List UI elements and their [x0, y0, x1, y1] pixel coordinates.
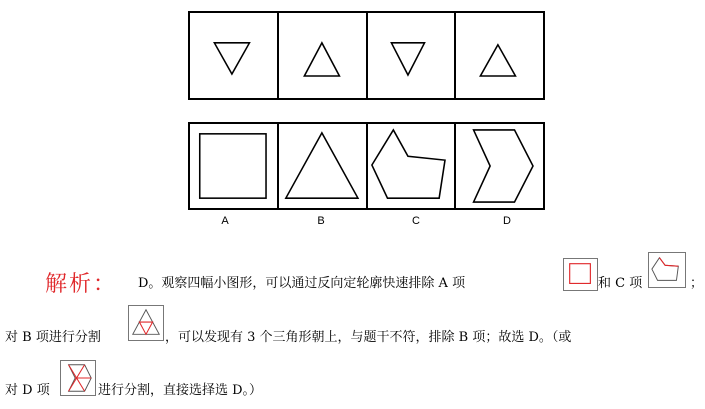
large-triangle-shape — [279, 124, 366, 208]
thumb-option-c-polygon — [648, 252, 686, 288]
analysis-line2-text-b: ，可以发现有 3 个三角形朝上，与题干不符，排除 B 项；故选 D。（或 — [165, 330, 572, 345]
option-label-a: A — [221, 215, 229, 227]
analysis-line1-text-c: ； — [690, 276, 704, 291]
option-label-d: D — [503, 215, 511, 227]
option-cell-d — [456, 124, 543, 208]
down-triangle-shape — [368, 13, 455, 98]
option-cell-a — [190, 124, 279, 208]
option-label-b: B — [317, 215, 325, 227]
thumb-option-d-chevron-split — [60, 360, 96, 396]
analysis-line1-text-b: 和 C 项 — [598, 276, 643, 291]
concave-polygon-shape — [368, 124, 455, 208]
up-triangle-shape — [279, 13, 366, 98]
option-figure-row — [188, 122, 545, 210]
question-cell-3 — [368, 13, 457, 98]
chevron-shape — [456, 124, 543, 208]
thumb-option-b-triangle-split — [128, 305, 164, 341]
analysis-line3-text-a: 对 D 项 — [5, 383, 50, 398]
analysis-label: 解析： — [45, 272, 118, 297]
analysis-line3-text-b: 进行分割，直接选择选 D。） — [98, 383, 263, 398]
question-cell-1 — [190, 13, 279, 98]
analysis-line1-text-a: D。观察四幅小图形，可以通过反向定轮廓快速排除 A 项 — [138, 276, 466, 291]
analysis-line2-text-a: 对 B 项进行分割 — [5, 330, 101, 345]
down-triangle-shape — [190, 13, 277, 98]
option-label-c: C — [412, 215, 420, 227]
question-cell-4 — [456, 13, 543, 98]
option-cell-c — [368, 124, 457, 208]
thumb-option-a-square — [563, 258, 598, 291]
square-shape — [190, 124, 277, 208]
question-cell-2 — [279, 13, 368, 98]
up-triangle-shape — [456, 13, 543, 98]
option-cell-b — [279, 124, 368, 208]
question-figure-row — [188, 11, 545, 100]
